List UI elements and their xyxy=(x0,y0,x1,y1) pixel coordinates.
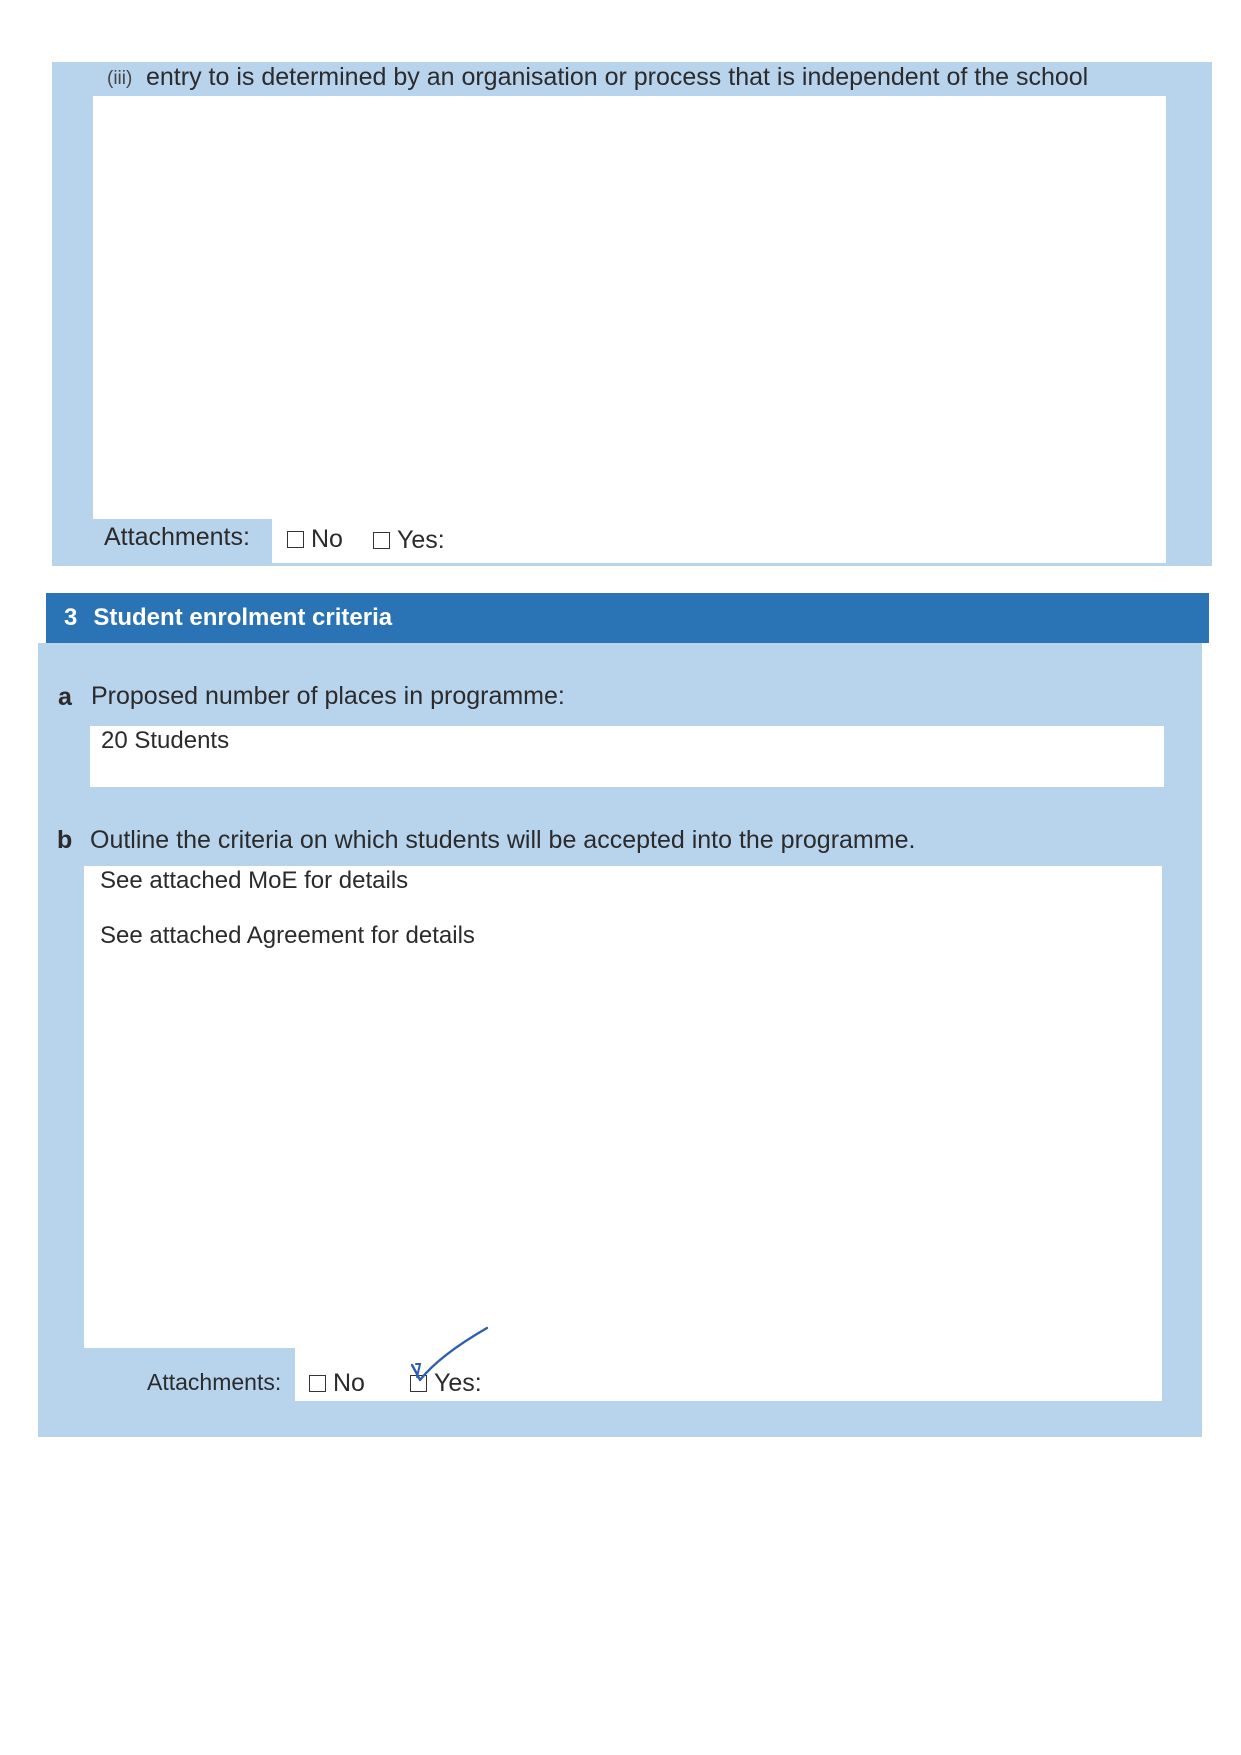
question-b-answer-line-1: See attached MoE for details xyxy=(100,867,409,894)
attachment-yes-label: Yes: xyxy=(397,526,445,554)
attachments-label: Attachments: xyxy=(104,523,250,551)
b-attachment-yes-label: Yes: xyxy=(434,1369,482,1397)
attachment-no-label: No xyxy=(311,525,343,553)
handwritten-check-icon xyxy=(400,1325,495,1385)
question-a-answer-box[interactable] xyxy=(90,726,1164,787)
attachment-yes-option[interactable] xyxy=(373,526,445,555)
b-attachment-no-label: No xyxy=(333,1369,365,1397)
item-iii-text: entry to is determined by an organisation or process that is independent of the school xyxy=(146,63,1089,91)
question-a-answer: 20 Students xyxy=(101,727,230,754)
b-attachment-no-checkbox[interactable] xyxy=(309,1375,326,1392)
section-3-header xyxy=(46,593,1209,643)
b-attachment-no-option[interactable] xyxy=(309,1369,365,1398)
b-attachments-label: Attachments: xyxy=(147,1369,282,1395)
attachment-no-option[interactable] xyxy=(287,525,343,554)
item-iii-label: (iii) xyxy=(107,68,133,89)
attachment-no-checkbox[interactable] xyxy=(287,531,304,548)
question-a-letter: a xyxy=(58,683,72,711)
question-a-text: Proposed number of places in programme: xyxy=(91,682,565,710)
section-3-title: Student enrolment criteria xyxy=(93,604,393,631)
attachment-yes-checkbox[interactable] xyxy=(373,532,390,549)
question-b-answer-line-2: See attached Agreement for details xyxy=(100,922,475,949)
question-b-text: Outline the criteria on which students will be accepted into the programme. xyxy=(90,826,916,854)
question-b-letter: b xyxy=(57,826,73,854)
item-iii-answer-box[interactable] xyxy=(93,96,1166,519)
section-3-number: 3 xyxy=(64,604,78,631)
